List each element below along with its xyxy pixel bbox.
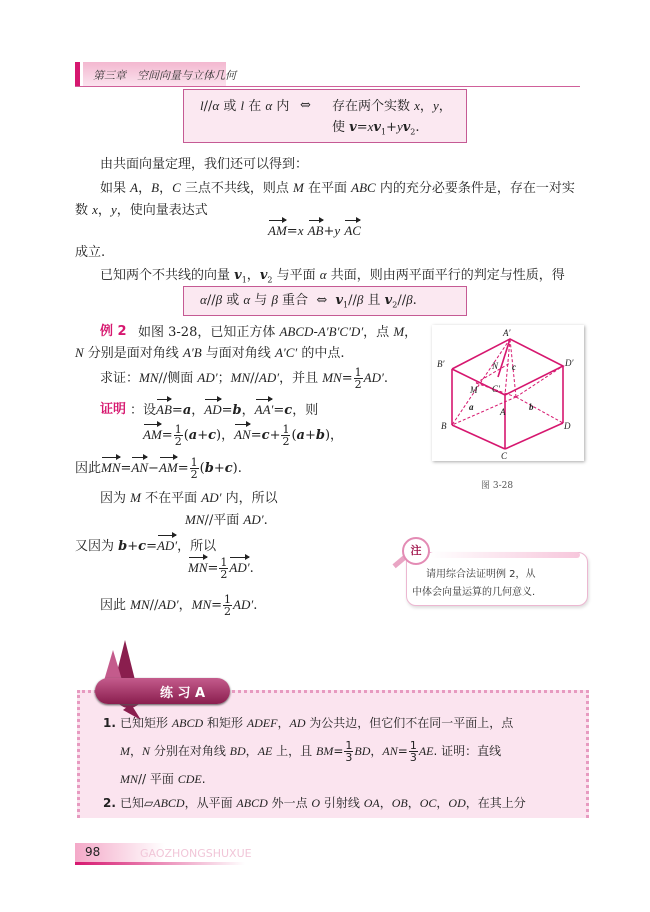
- exercise-1-num: 1.: [103, 716, 116, 730]
- note-line-1: 请用综合法证明例 2，从: [426, 569, 536, 580]
- svg-text:a: a: [469, 402, 474, 412]
- note-badge-icon: 注: [402, 537, 430, 565]
- proof-line-2: AM= $\frac{1}{2}$ (a+c)，AN=c+ $\frac{1}{2}$ (a+b)，: [143, 423, 344, 448]
- cube-diagram: [432, 325, 584, 461]
- proof-line-6: 又因为 b+c=AD′，所以: [75, 538, 217, 554]
- exercise-1-line-3: MN// 平面 CDE.: [120, 772, 206, 786]
- example-prove: 求证：MN//侧面 AD′；MN//AD′，并且 MN= $\frac{1}{2}$ AD′.: [100, 366, 388, 391]
- note-top-strip: [430, 552, 580, 558]
- paragraph-2-line-1: 如果 A，B，C 三点不共线，则点 M 在平面 ABC 内的充分必要条件是，存在一对实: [100, 180, 575, 196]
- footer-rule: [75, 862, 245, 865]
- example-line-2: N 分别是面对角线 A′B 与面对角线 A′C′ 的中点.: [75, 345, 345, 361]
- svg-text:B′: B′: [437, 359, 445, 369]
- theorem-box-right-1: 存在两个实数 x，y，: [332, 98, 452, 114]
- footer-brand: GAOZHONGSHUXUE: [140, 847, 252, 860]
- exercise-2-num: 2.: [103, 796, 116, 810]
- svg-text:D: D: [564, 421, 571, 431]
- figure-cube: [432, 325, 584, 461]
- theorem-box-left: l//α 或 l 在 α 内: [200, 98, 290, 114]
- iff-symbol: ⇔: [300, 98, 311, 113]
- svg-text:A: A: [500, 407, 506, 417]
- chapter-header-accent: [75, 62, 80, 86]
- svg-text:C′: C′: [492, 384, 500, 394]
- svg-text:N: N: [492, 361, 499, 371]
- svg-text:C: C: [501, 451, 508, 461]
- example-line-1: 如图 3-28，已知正方体 ABCD-A′B′C′D′，点 M，: [138, 324, 418, 340]
- paragraph-2-line-2: 数 x，y，使向量表达式: [75, 202, 208, 218]
- paragraph-3: 成立.: [75, 245, 106, 260]
- svg-text:b: b: [529, 402, 534, 412]
- theorem-box2-content: α//β 或 α 与 β 重合 ⇔ $v_1//\beta$ 且 $v_2//\beta$.: [200, 292, 417, 310]
- paragraph-1: 由共面向量定理，我们还可以得到：: [100, 157, 309, 172]
- exercise-1-line-1: 已知矩形 ABCD 和矩形 ADEF，AD 为公共边，但它们不在同一平面上，点: [120, 716, 514, 730]
- exercise-title: 练 习 A: [160, 686, 206, 701]
- proof-line-8: 因此 MN//AD′，MN= $\frac{1}{2}$ AD′.: [100, 593, 258, 618]
- svg-text:c: c: [512, 362, 516, 372]
- chapter-title: 第三章 空间向量与立体几何: [93, 69, 236, 82]
- proof-label: 证明: [100, 402, 127, 417]
- proof-line-7: MN= $\frac{1}{2}$ AD′.: [188, 556, 254, 581]
- svg-text:A′: A′: [503, 328, 511, 338]
- figure-caption: 图 3-28: [481, 481, 514, 491]
- page-number: 98: [85, 845, 101, 859]
- note-line-2: 中体会向量运算的几何意义.: [412, 587, 536, 598]
- svg-text:B: B: [441, 421, 447, 431]
- proof-line-4: 因为 M 不在平面 AD′ 内，所以: [100, 490, 278, 506]
- exercise-1-line-2: M，N 分别在对角线 BD，AE 上，且 BM= $\frac{1}{3}$ BD，AN= $\frac{1}{3}$ AE. 证明：直线: [120, 739, 502, 764]
- svg-text:D′: D′: [565, 358, 574, 368]
- svg-text:M: M: [470, 385, 478, 395]
- proof-line-1: ：设AB=a，AD=b，AA′=c，则: [130, 402, 319, 418]
- theorem-box-right-2: 使 $v=xv_1+yv_2$.: [332, 119, 420, 137]
- formula-am: AM=x AB+y AC: [268, 223, 361, 239]
- example-label: 例 2: [100, 324, 127, 339]
- paragraph-4: 已知两个不共线的向量 $v_1$，$v_2$ 与平面 α 共面，则由两平面平行的判定与性质，得: [100, 267, 565, 285]
- proof-line-3: 因此MN=AN−AM= $\frac{1}{2}$ (b+c).: [75, 456, 242, 481]
- exercise-2-line-1: 已知▱ABCD，从平面 ABCD 外一点 O 引射线 OA，OB，OC，OD，在其上分: [120, 796, 526, 810]
- proof-line-5: MN//平面 AD′.: [185, 512, 268, 528]
